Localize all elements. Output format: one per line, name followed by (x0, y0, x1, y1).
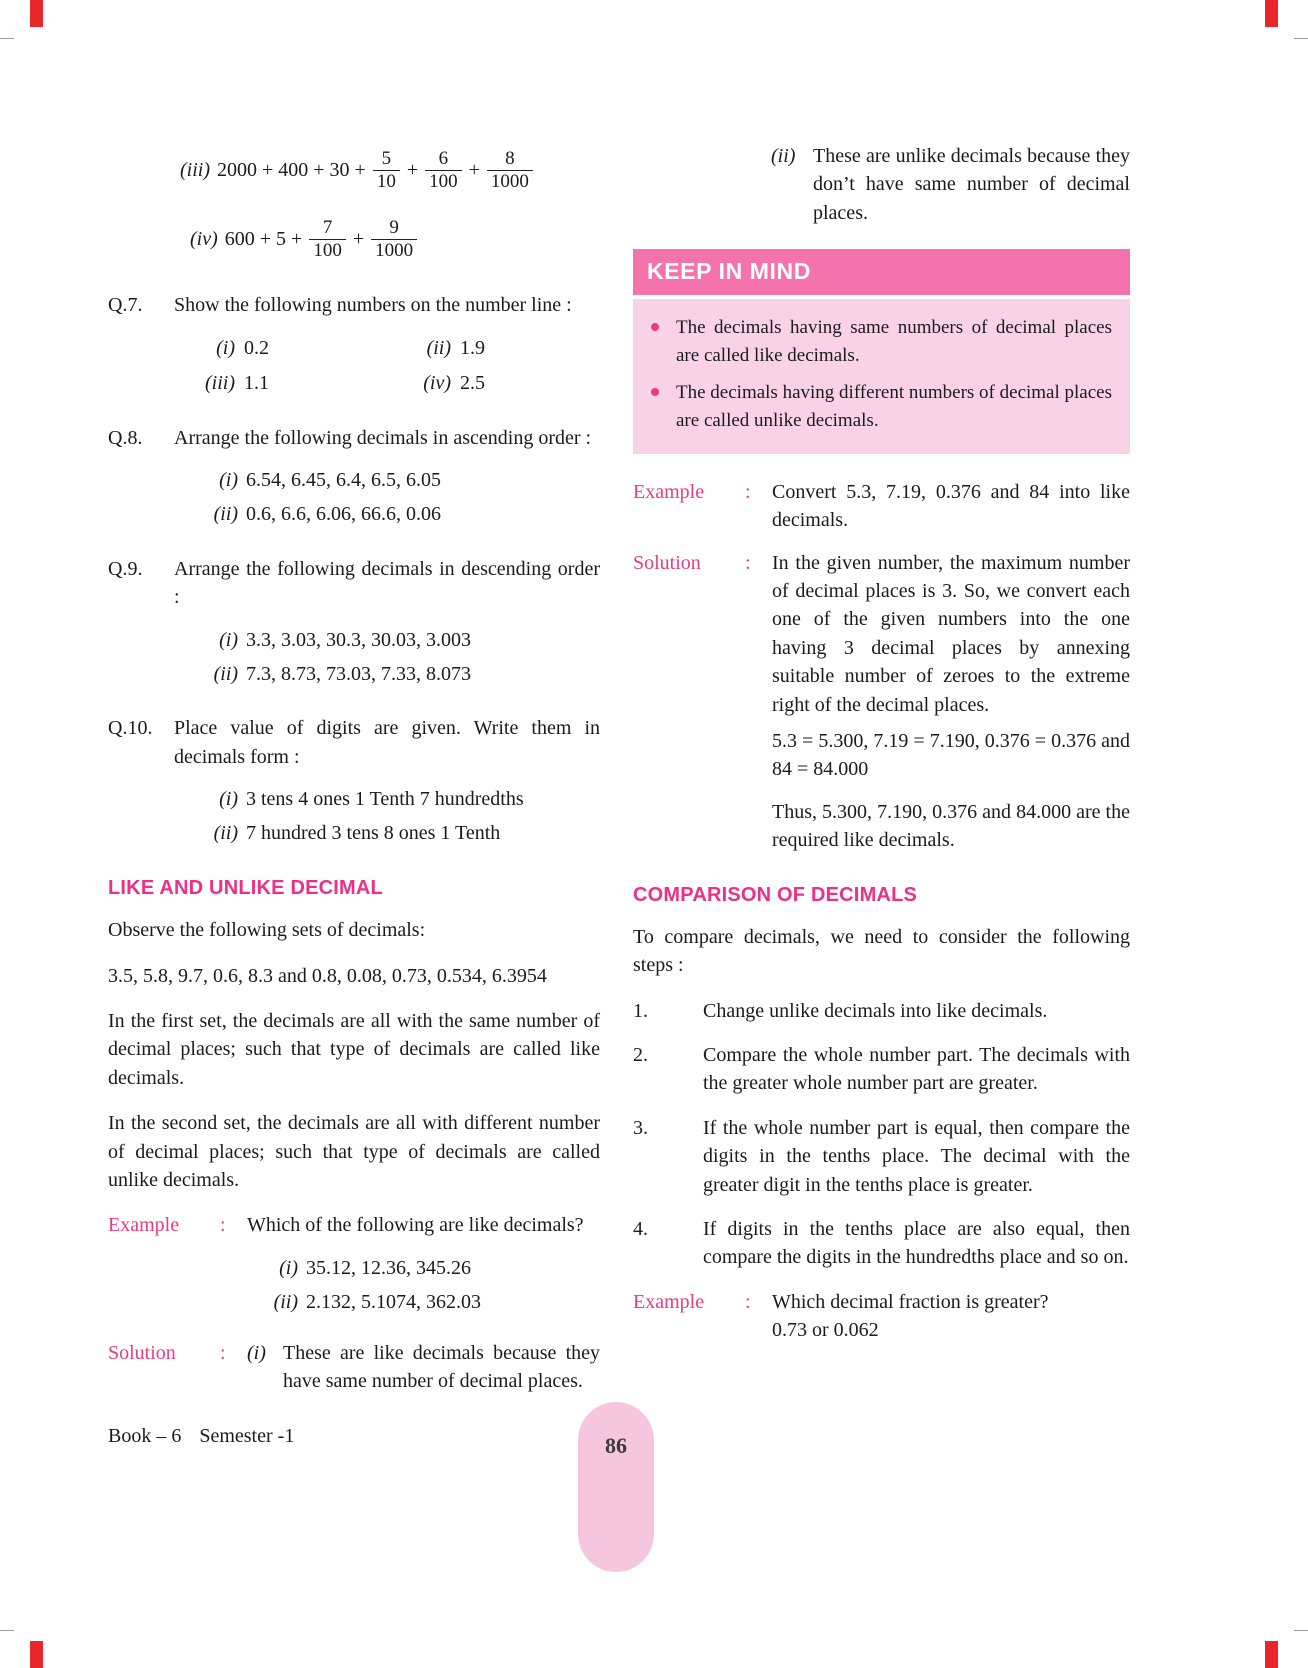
solution-text: These are like decimals because they have same number of decimal places. (283, 1341, 600, 1392)
step-text: If the whole number part is equal, then compare the digits in the tenths place. The decimal with the greater digit in the tenths place is greater. (703, 1116, 1130, 1196)
item-value: 7.3, 8.73, 73.03, 7.33, 8.073 (246, 662, 471, 685)
list-item (192, 466, 600, 494)
option-value: 2.5 (460, 372, 485, 395)
section-heading-like-unlike-decimal: LIKE AND UNLIKE DECIMAL (108, 876, 383, 899)
option-label: (i) (216, 336, 235, 359)
option-label: (iii) (205, 372, 235, 395)
registration-tick (0, 38, 14, 39)
question-text: Arrange the following decimals in ascending order : (174, 426, 592, 449)
solution-label: Solution (108, 1341, 176, 1364)
solution-equations: 5.3 = 5.300, 7.19 = 7.190, 0.376 = 0.376 and 84 = 84.000 (772, 729, 1130, 781)
fraction-denominator: 100 (309, 239, 346, 262)
expression-label: (iv) (190, 227, 218, 250)
option-value: 0.2 (244, 336, 269, 359)
fraction-denominator: 1000 (371, 239, 417, 262)
comparison-steps (633, 997, 1130, 1272)
list-item (192, 785, 600, 813)
fraction (309, 217, 346, 262)
bullet-text: The decimals having different numbers of decimal places are called unlike decimals. (676, 381, 1112, 432)
list-item (192, 626, 600, 654)
solution-colon: : (220, 1341, 226, 1364)
question-text: Arrange the following decimals in descending order : (174, 557, 600, 609)
paragraph: In the first set, the decimals are all with the same number of decimal places; such that type of decimals are called like decimals. (108, 1010, 600, 1089)
example-label: Example (108, 1214, 180, 1237)
question-number: Q.9. (108, 557, 143, 580)
example-block (108, 1211, 600, 1239)
example-colon: : (745, 1290, 751, 1313)
left-column (108, 142, 600, 1409)
question-number: Q.10. (108, 717, 153, 740)
step-number: 3. (633, 1116, 648, 1139)
list-item (258, 1288, 600, 1316)
item-value: 0.6, 6.6, 6.06, 66.6, 0.06 (246, 503, 441, 526)
plus-sign: + (352, 227, 365, 250)
list-item (192, 819, 600, 847)
registration-tick (1294, 1630, 1308, 1631)
step-text: If digits in the tenths place are also equal, then compare the digits in the hundredths place and so on. (703, 1218, 1130, 1269)
paragraph: In the second set, the decimals are all with different number of decimal places; such that type of decimals are called unlike decimals. (108, 1112, 600, 1191)
item-label: (ii) (771, 145, 796, 167)
example-text: Which of the following are like decimals? (247, 1214, 584, 1237)
keep-in-mind-box (633, 299, 1130, 454)
step-item (633, 997, 1130, 1025)
registration-tick (1294, 38, 1308, 39)
item-label: (ii) (213, 503, 238, 526)
option-label: (ii) (426, 336, 451, 359)
solution-text: In the given number, the maximum number of decimal places is 3. So, we convert each one of the given numbers into the one having 3 decimal places by annexing suitable number of zeroes to the extreme right of the decimal places. (772, 551, 1130, 716)
step-item (633, 1114, 1130, 1199)
footer-semester: Semester -1 (199, 1425, 295, 1447)
step-text: Compare the whole number part. The decimals with the greater whole number part are greater. (703, 1044, 1130, 1095)
bullet-item (645, 314, 1112, 371)
option-value: 1.1 (244, 372, 269, 395)
bullet-item (645, 379, 1112, 436)
crop-mark-top-right (1265, 0, 1278, 27)
item-label: (i) (219, 628, 238, 651)
question-number: Q.8. (108, 426, 143, 449)
item-label: (i) (219, 468, 238, 491)
fraction-numerator: 7 (322, 216, 333, 238)
decimal-set-list: 3.5, 5.8, 9.7, 0.6, 8.3 and 0.8, 0.08, 0.73, 0.534, 6.3954 (108, 964, 547, 987)
example-colon: : (745, 480, 751, 503)
fraction-denominator: 1000 (487, 170, 533, 193)
example-colon: : (220, 1214, 226, 1237)
step-number: 2. (633, 1044, 648, 1067)
item-label: (i) (279, 1256, 298, 1279)
item-label: (i) (247, 1341, 266, 1364)
solution-block (633, 549, 1130, 719)
item-label: (i) (219, 788, 238, 811)
question-text: Show the following numbers on the number line : (174, 294, 572, 317)
item-value: 35.12, 12.36, 345.26 (306, 1256, 471, 1279)
item-label: (ii) (273, 1291, 298, 1314)
step-number: 1. (633, 999, 648, 1022)
example-question: Which decimal fraction is greater? (772, 1290, 1049, 1313)
list-item (258, 1254, 600, 1282)
item-value: 3 tens 4 ones 1 Tenth 7 hundredths (246, 788, 524, 811)
fraction-numerator: 8 (505, 148, 515, 169)
solution-block (108, 1339, 600, 1396)
question-10-items (192, 785, 600, 848)
example-items (258, 1254, 600, 1317)
footer-book: Book – 6 (108, 1425, 182, 1447)
example-text (772, 1288, 1130, 1345)
item-label: (ii) (213, 662, 238, 685)
question-8-items (192, 466, 600, 529)
example-values: 0.73 or 0.062 (772, 1319, 879, 1342)
bullet-dot-icon (651, 323, 659, 331)
expression-iv (190, 217, 600, 262)
example-block (633, 1288, 1130, 1345)
crop-mark-bottom-left (30, 1641, 43, 1668)
example-text: Convert 5.3, 7.19, 0.376 and 84 into like decimals. (772, 480, 1130, 532)
solution-label: Solution (633, 551, 701, 574)
expression-iii (180, 148, 600, 193)
option-value: 1.9 (460, 336, 485, 359)
fraction (373, 148, 400, 193)
fraction-numerator: 5 (381, 148, 392, 169)
question-9-items (192, 626, 600, 689)
right-column (633, 142, 1130, 1359)
step-item (633, 1041, 1130, 1098)
solution-continuation (771, 142, 1130, 227)
solution-colon: : (745, 551, 751, 574)
fraction-numerator: 6 (438, 148, 449, 169)
expression-lead: 600 + 5 + (224, 227, 303, 250)
question-number: Q.7. (108, 294, 143, 317)
paragraph: Observe the following sets of decimals: (108, 919, 426, 942)
question-8 (108, 424, 600, 452)
solution-conclusion: Thus, 5.300, 7.190, 0.376 and 84.000 are the required like decimals. (772, 800, 1130, 852)
section-heading-comparison-of-decimals: COMPARISON OF DECIMALS (633, 883, 918, 906)
expression-label: (iii) (180, 159, 210, 182)
option-label: (iv) (423, 372, 451, 395)
footer-book-info (108, 1422, 294, 1450)
item-value: 2.132, 5.1074, 362.03 (306, 1291, 481, 1314)
step-number: 4. (633, 1218, 648, 1241)
crop-mark-bottom-right (1265, 1641, 1278, 1668)
paragraph: To compare decimals, we need to consider the following steps : (633, 925, 1130, 977)
example-label: Example (633, 480, 705, 503)
list-item (192, 660, 600, 688)
solution-text: These are unlike decimals because they don’t have same number of decimal places. (813, 145, 1130, 224)
keep-in-mind-banner: KEEP IN MIND (633, 249, 1130, 295)
step-item (633, 1215, 1130, 1272)
bullet-text: The decimals having same numbers of decimal places are called like decimals. (676, 316, 1112, 367)
page-number: 86 (605, 1433, 627, 1458)
list-item (192, 500, 600, 528)
fraction-numerator: 9 (389, 216, 399, 238)
page-number-badge (578, 1402, 654, 1572)
bullet-dot-icon (651, 388, 659, 396)
item-value: 6.54, 6.45, 6.4, 6.5, 6.05 (246, 468, 441, 491)
question-7-options (194, 334, 600, 398)
example-label: Example (633, 1290, 705, 1313)
question-9 (108, 555, 600, 612)
expression-lead: 2000 + 400 + 30 + (217, 159, 366, 182)
step-text: Change unlike decimals into like decimals. (703, 999, 1048, 1022)
registration-tick (0, 1630, 14, 1631)
fraction (487, 148, 533, 193)
item-value: 3.3, 3.03, 30.3, 30.03, 3.003 (246, 628, 471, 651)
question-7 (108, 291, 600, 319)
fraction-denominator: 10 (373, 170, 400, 193)
fraction-denominator: 100 (425, 170, 462, 193)
example-block (633, 478, 1130, 535)
item-label: (ii) (213, 822, 238, 845)
question-10 (108, 714, 600, 771)
fraction (425, 148, 462, 193)
plus-sign: + (406, 159, 419, 182)
fraction (371, 217, 417, 262)
plus-sign: + (468, 159, 480, 182)
crop-mark-top-left (30, 0, 43, 27)
question-text: Place value of digits are given. Write them in decimals form : (174, 717, 600, 768)
item-value: 7 hundred 3 tens 8 ones 1 Tenth (246, 822, 501, 845)
